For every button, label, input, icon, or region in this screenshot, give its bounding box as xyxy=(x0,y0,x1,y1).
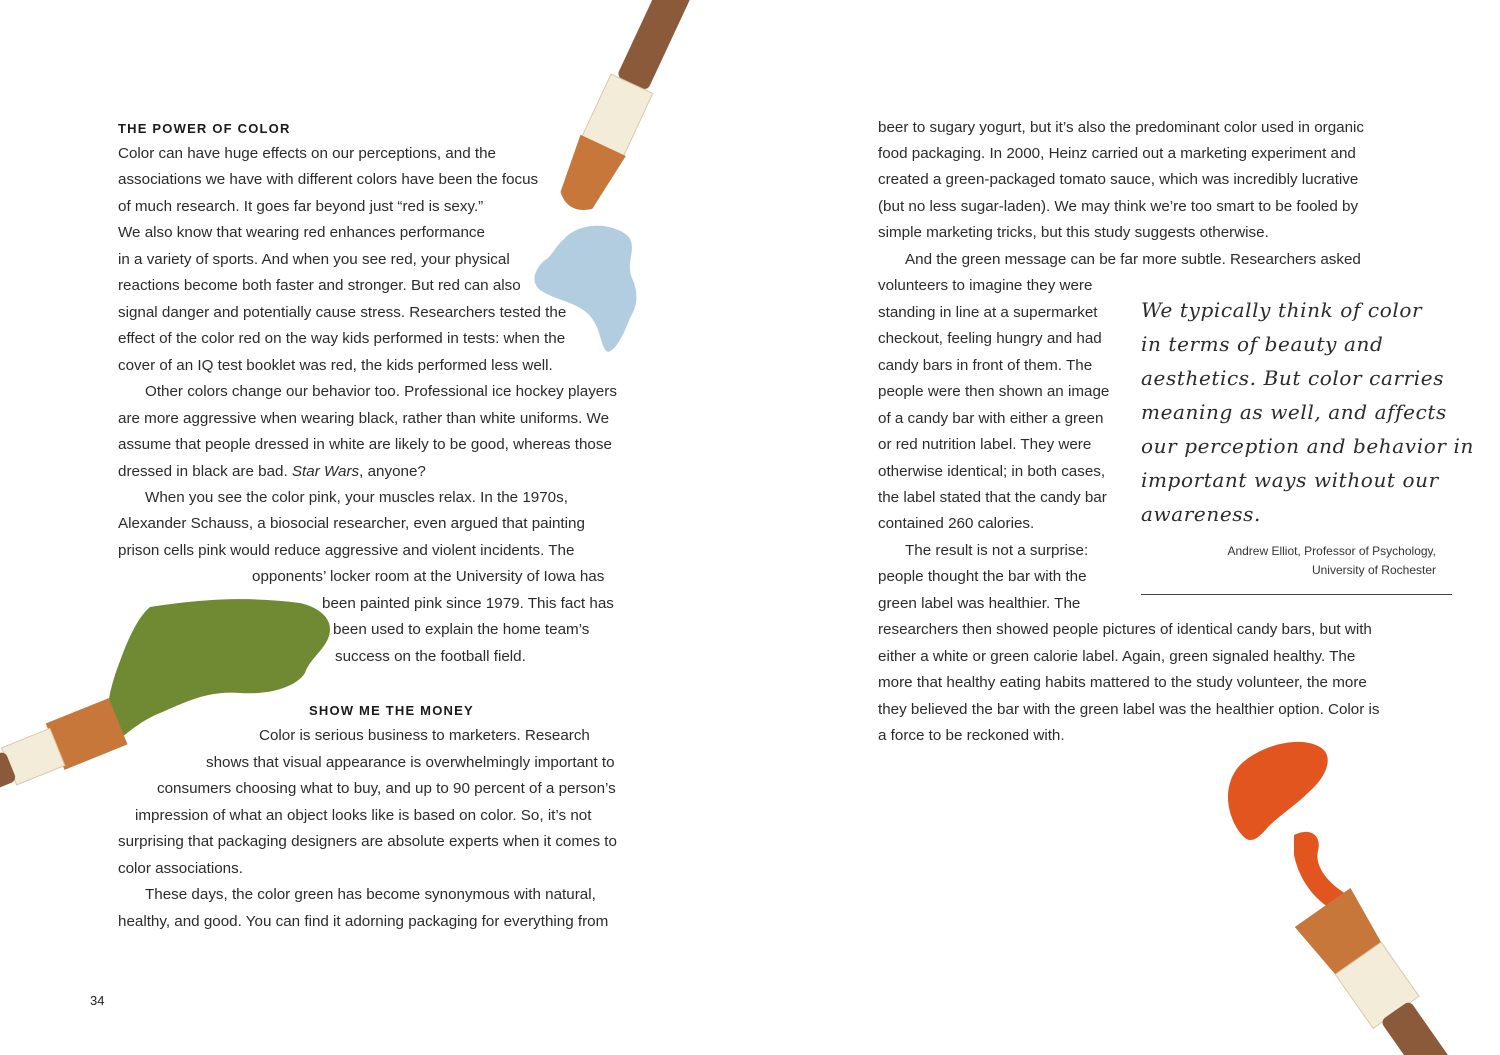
body-text-line: in a variety of sports. And when you see red, your physical xyxy=(118,251,510,268)
body-text-line: Color can have huge effects on our perceptions, and the xyxy=(118,145,496,162)
pull-quote-line: We typically think of color xyxy=(1141,298,1423,322)
body-text-line: green label was healthier. The xyxy=(878,595,1081,612)
pull-quote-line: awareness. xyxy=(1141,502,1261,526)
body-text-line: been painted pink since 1979. This fact has xyxy=(322,595,614,612)
body-text-line: assume that people dressed in white are likely to be good, whereas those xyxy=(118,436,612,453)
body-text-line: more that healthy eating habits mattered to the study volunteer, the more xyxy=(878,674,1367,691)
page-number: 34 xyxy=(90,993,105,1008)
body-text-line: contained 260 calories. xyxy=(878,515,1035,532)
text-run: dressed in black are bad. xyxy=(118,463,292,480)
body-text-line: opponents’ locker room at the University of Iowa has xyxy=(252,568,605,585)
body-text-line: candy bars in front of them. The xyxy=(878,357,1093,374)
body-text-line: are more aggressive when wearing black, rather than white uniforms. We xyxy=(118,410,610,427)
body-text-line: color associations. xyxy=(118,860,243,877)
text-run: , anyone? xyxy=(359,463,426,480)
quote-attribution-line: University of Rochester xyxy=(1311,563,1436,577)
body-text-line: (but no less sugar-laden). We may think we’re too smart to be fooled by xyxy=(878,198,1359,215)
italic-title-star-wars: Star Wars xyxy=(291,463,360,480)
body-text-line: the label stated that the candy bar xyxy=(878,489,1107,506)
body-text-line: checkout, feeling hungry and had xyxy=(878,330,1102,347)
body-text-line: beer to sugary yogurt, but it’s also the predominant color used in organic xyxy=(878,119,1364,136)
pull-quote-line: meaning as well, and affects xyxy=(1141,400,1447,424)
body-text-line: And the green message can be far more subtle. Researchers asked xyxy=(905,251,1361,268)
body-text-line: Other colors change our behavior too. Professional ice hockey players xyxy=(145,383,617,400)
quote-divider-rule xyxy=(1141,594,1452,595)
body-text-line: created a green-packaged tomato sauce, which was incredibly lucrative xyxy=(878,171,1359,188)
body-text-line: signal danger and potentially cause stress. Researchers tested the xyxy=(118,304,567,321)
body-text-line: impression of what an object looks like is based on color. So, it’s not xyxy=(135,807,592,824)
body-text-line-star-wars xyxy=(118,462,426,482)
orange-paint-brush-illustration xyxy=(1210,735,1500,1055)
body-text-line: When you see the color pink, your muscles relax. In the 1970s, xyxy=(145,489,568,506)
body-text-line: been used to explain the home team’s xyxy=(333,621,590,638)
body-text-line: standing in line at a supermarket xyxy=(878,304,1098,321)
body-text-line: people were then shown an image xyxy=(878,383,1110,400)
body-text-line: These days, the color green has become synonymous with natural, xyxy=(145,886,596,903)
pull-quote-line: important ways without our xyxy=(1141,468,1439,492)
orange-paint-splotch xyxy=(1228,742,1328,840)
quote-attribution-line: Andrew Elliot, Professor of Psychology, xyxy=(1227,544,1436,558)
body-text-line: food packaging. In 2000, Heinz carried out a marketing experiment and xyxy=(878,145,1356,162)
green-paint-splotch xyxy=(107,599,330,745)
body-text-line: consumers choosing what to buy, and up to 90 percent of a person’s xyxy=(157,780,616,797)
pull-quote-line: our perception and behavior in xyxy=(1141,434,1474,458)
body-text-line: people thought the bar with the xyxy=(878,568,1087,585)
body-text-line: of a candy bar with either a green xyxy=(878,410,1104,427)
body-text-line: We also know that wearing red enhances performance xyxy=(118,224,485,241)
pull-quote-line: in terms of beauty and xyxy=(1141,332,1384,356)
body-text-line: associations we have with different colors have been the focus xyxy=(118,171,539,188)
body-text-line: surprising that packaging designers are absolute experts when it comes to xyxy=(118,833,617,850)
body-text-line: effect of the color red on the way kids performed in tests: when the xyxy=(118,330,566,347)
body-text-line: cover of an IQ test booklet was red, the kids performed less well. xyxy=(118,357,553,374)
body-text-line: a force to be reckoned with. xyxy=(878,727,1065,744)
body-text-line: Color is serious business to marketers. Research xyxy=(259,727,590,744)
body-text-line: either a white or green calorie label. Again, green signaled healthy. The xyxy=(878,648,1356,665)
section-heading-show-me-the-money: SHOW ME THE MONEY xyxy=(309,703,474,718)
body-text-line: they believed the bar with the green label was the healthier option. Color is xyxy=(878,701,1380,718)
body-text-line: reactions become both faster and stronger. But red can also xyxy=(118,277,521,294)
body-text-line: shows that visual appearance is overwhelmingly important to xyxy=(206,754,615,771)
section-heading-power-of-color: THE POWER OF COLOR xyxy=(118,121,291,136)
body-text-line: The result is not a surprise: xyxy=(905,542,1089,559)
body-text-line: prison cells pink would reduce aggressive and violent incidents. The xyxy=(118,542,575,559)
body-text-line: otherwise identical; in both cases, xyxy=(878,463,1106,480)
pull-quote-line: aesthetics. But color carries xyxy=(1141,366,1445,390)
body-text-line: healthy, and good. You can find it adorning packaging for everything from xyxy=(118,913,609,930)
brush-handle xyxy=(616,0,698,91)
body-text-line: success on the football field. xyxy=(335,648,526,665)
body-text-line: of much research. It goes far beyond just “red is sexy.” xyxy=(118,198,484,215)
body-text-line: or red nutrition label. They were xyxy=(878,436,1092,453)
body-text-line: simple marketing tricks, but this study suggests otherwise. xyxy=(878,224,1269,241)
body-text-line: researchers then showed people pictures of identical candy bars, but with xyxy=(878,621,1372,638)
body-text-line: volunteers to imagine they were xyxy=(878,277,1093,294)
body-text-line: Alexander Schauss, a biosocial researcher, even argued that painting xyxy=(118,515,585,532)
